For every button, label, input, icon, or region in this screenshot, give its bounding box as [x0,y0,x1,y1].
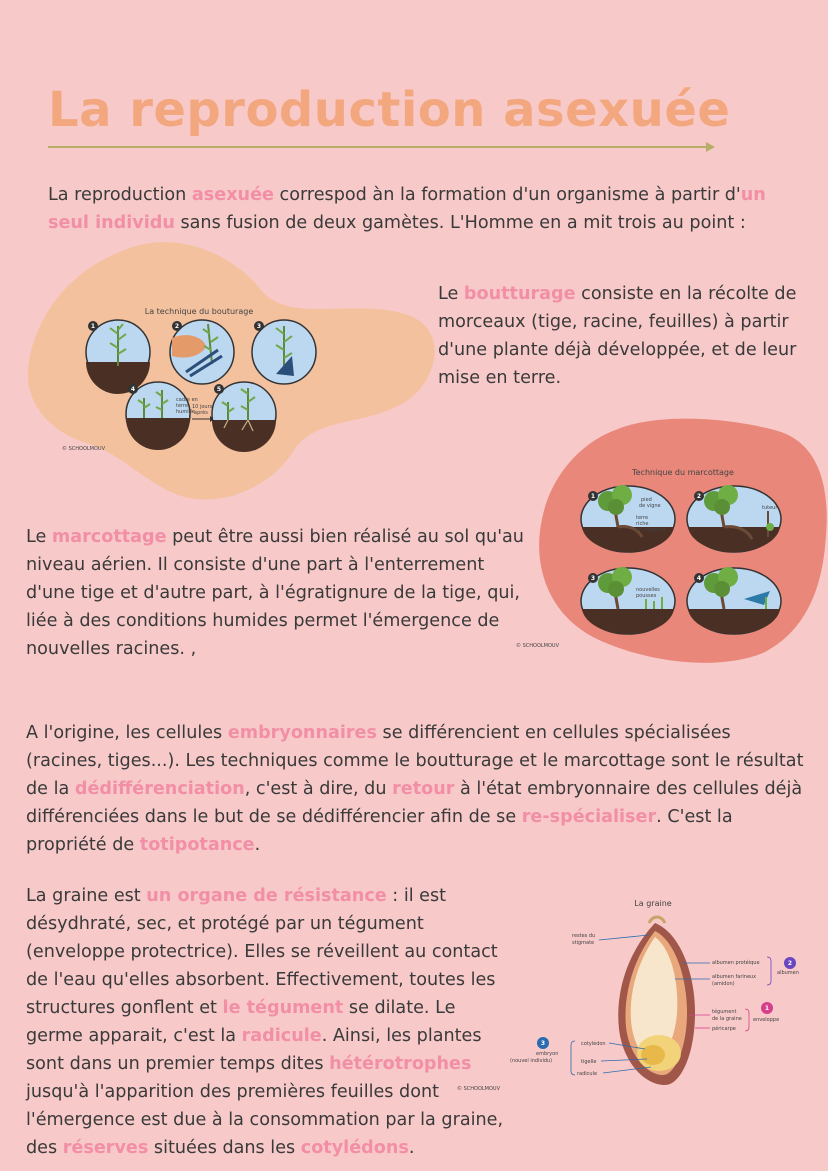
svg-text:nouvelles: nouvelles [636,587,660,593]
bouturage-figure-title: La technique du bouturage [144,307,254,316]
title-underline-arrow [48,140,718,154]
graine-figure-title: La graine [634,899,672,908]
svg-text:terre: terre [636,515,649,521]
svg-text:(nouvel individu): (nouvel individu) [510,1058,553,1064]
svg-text:pousses: pousses [636,593,657,599]
graine-figure [457,893,815,1093]
svg-text:en compost: en compost [636,527,666,533]
marcottage-panel-2 [687,485,781,552]
bouturage-step-1 [86,320,150,394]
marcottage-panel-1 [581,485,675,552]
svg-text:2: 2 [787,960,793,967]
svg-text:de vigne: de vigne [639,503,661,509]
marcottage-panel-3 [581,567,675,634]
svg-text:cadre en: cadre en [176,397,198,403]
svg-text:tégument: tégument [712,1009,737,1015]
svg-text:4: 4 [130,386,136,393]
svg-text:embryon: embryon [536,1051,559,1057]
svg-text:après: après [194,410,208,416]
svg-text:de la graine: de la graine [712,1016,742,1022]
marcottage-credit: © SCHOOLMOUV [516,643,560,649]
svg-text:albumen farineux: albumen farineux [712,974,757,980]
svg-text:2: 2 [174,323,180,330]
svg-text:pied: pied [641,497,652,503]
svg-text:péricarpe: péricarpe [712,1026,736,1032]
bouturage-step-2 [170,320,234,384]
svg-text:riche: riche [636,521,649,527]
svg-text:terre: terre [176,403,189,409]
bouturage-paragraph: Le boutturage consiste en la récolte de morceaux (tige, racine, feuilles) à partir d'une plante déjà développée, et de leur mise en terre. [438,284,797,388]
marcottage-blob [539,419,827,663]
marcottage-figure [516,415,828,663]
svg-text:radicule: radicule [577,1071,598,1077]
svg-text:restes du: restes du [572,933,596,939]
svg-text:2: 2 [696,493,702,500]
bouturage-credit: © SCHOOLMOUV [62,446,106,452]
svg-text:3: 3 [540,1040,546,1047]
page-title: La reproduction asexuée [48,82,731,138]
intro-paragraph: La reproduction asexuée correspod àn la formation d'un organisme à partir d'un seul individu sans fusion de deux gamètes. L'Homme en a mit trois au point : [48,185,766,233]
svg-text:5: 5 [216,386,222,393]
bouturage-step-5 [212,382,276,452]
bouturage-figure [26,238,438,504]
svg-text:humide: humide [176,409,195,415]
embryo-paragraph: A l'origine, les cellules embryonnaires se différencient en cellules spécialisées (racines, tiges...). Les techniques comme le boutturage et le marcottage sont le résultat de la dédifférenciation, c'est à dire, du retour à l'état embryonnaire des cellules déjà différenciées dans le but de se dédifférencier afin de se re-spécialiser. C'est la propriété de totipotance. [26,723,804,855]
graine-credit: © SCHOOLMOUV [457,1086,501,1092]
bouturage-step-3 [252,320,316,384]
svg-text:albumen protéique: albumen protéique [712,960,760,966]
marcottage-figure-title: Technique du marcottage [632,468,734,477]
svg-text:tuteur: tuteur [762,505,778,511]
graine-paragraph: La graine est un organe de résistance : il est désydhraté, sec, et protégé par un tégument (enveloppe protectrice). Elles se réveillent au contact de l'eau qu'elles absorbent. Effectivement, toutes les structures gonflent et le tégument se dilate. Le germe apparait, c'est la radicule. Ainsi, les plantes sont dans un premier temps dites hétérotrophes jusqu'à l'apparition des premières feuilles dont l'émergence est due à la consommation par la graine, des réserves situées dans les cotylédons. [26,886,504,1158]
svg-text:3: 3 [256,323,262,330]
svg-text:enveloppe: enveloppe [753,1017,780,1023]
svg-text:1: 1 [590,493,596,500]
marcottage-paragraph: Le marcottage peut être aussi bien réalisé au sol qu'au niveau aérien. Il consiste d'une part à l'enterrement d'une tige et d'autre part, à l'égratignure de la tige, qui, liée à des conditions humides permet l'émergence de nouvelles racines. , [26,527,524,659]
svg-text:(amidon): (amidon) [712,981,735,987]
svg-text:1: 1 [764,1005,770,1012]
marcottage-panel-4 [687,567,781,634]
svg-text:cotylédon: cotylédon [581,1041,606,1047]
svg-text:stigmate: stigmate [572,940,595,946]
svg-text:tigelle: tigelle [581,1059,597,1065]
svg-text:3: 3 [590,575,596,582]
svg-text:albumen: albumen [777,970,799,976]
svg-text:4: 4 [696,575,702,582]
svg-text:10 jours: 10 jours [192,404,213,410]
svg-text:1: 1 [90,323,96,330]
